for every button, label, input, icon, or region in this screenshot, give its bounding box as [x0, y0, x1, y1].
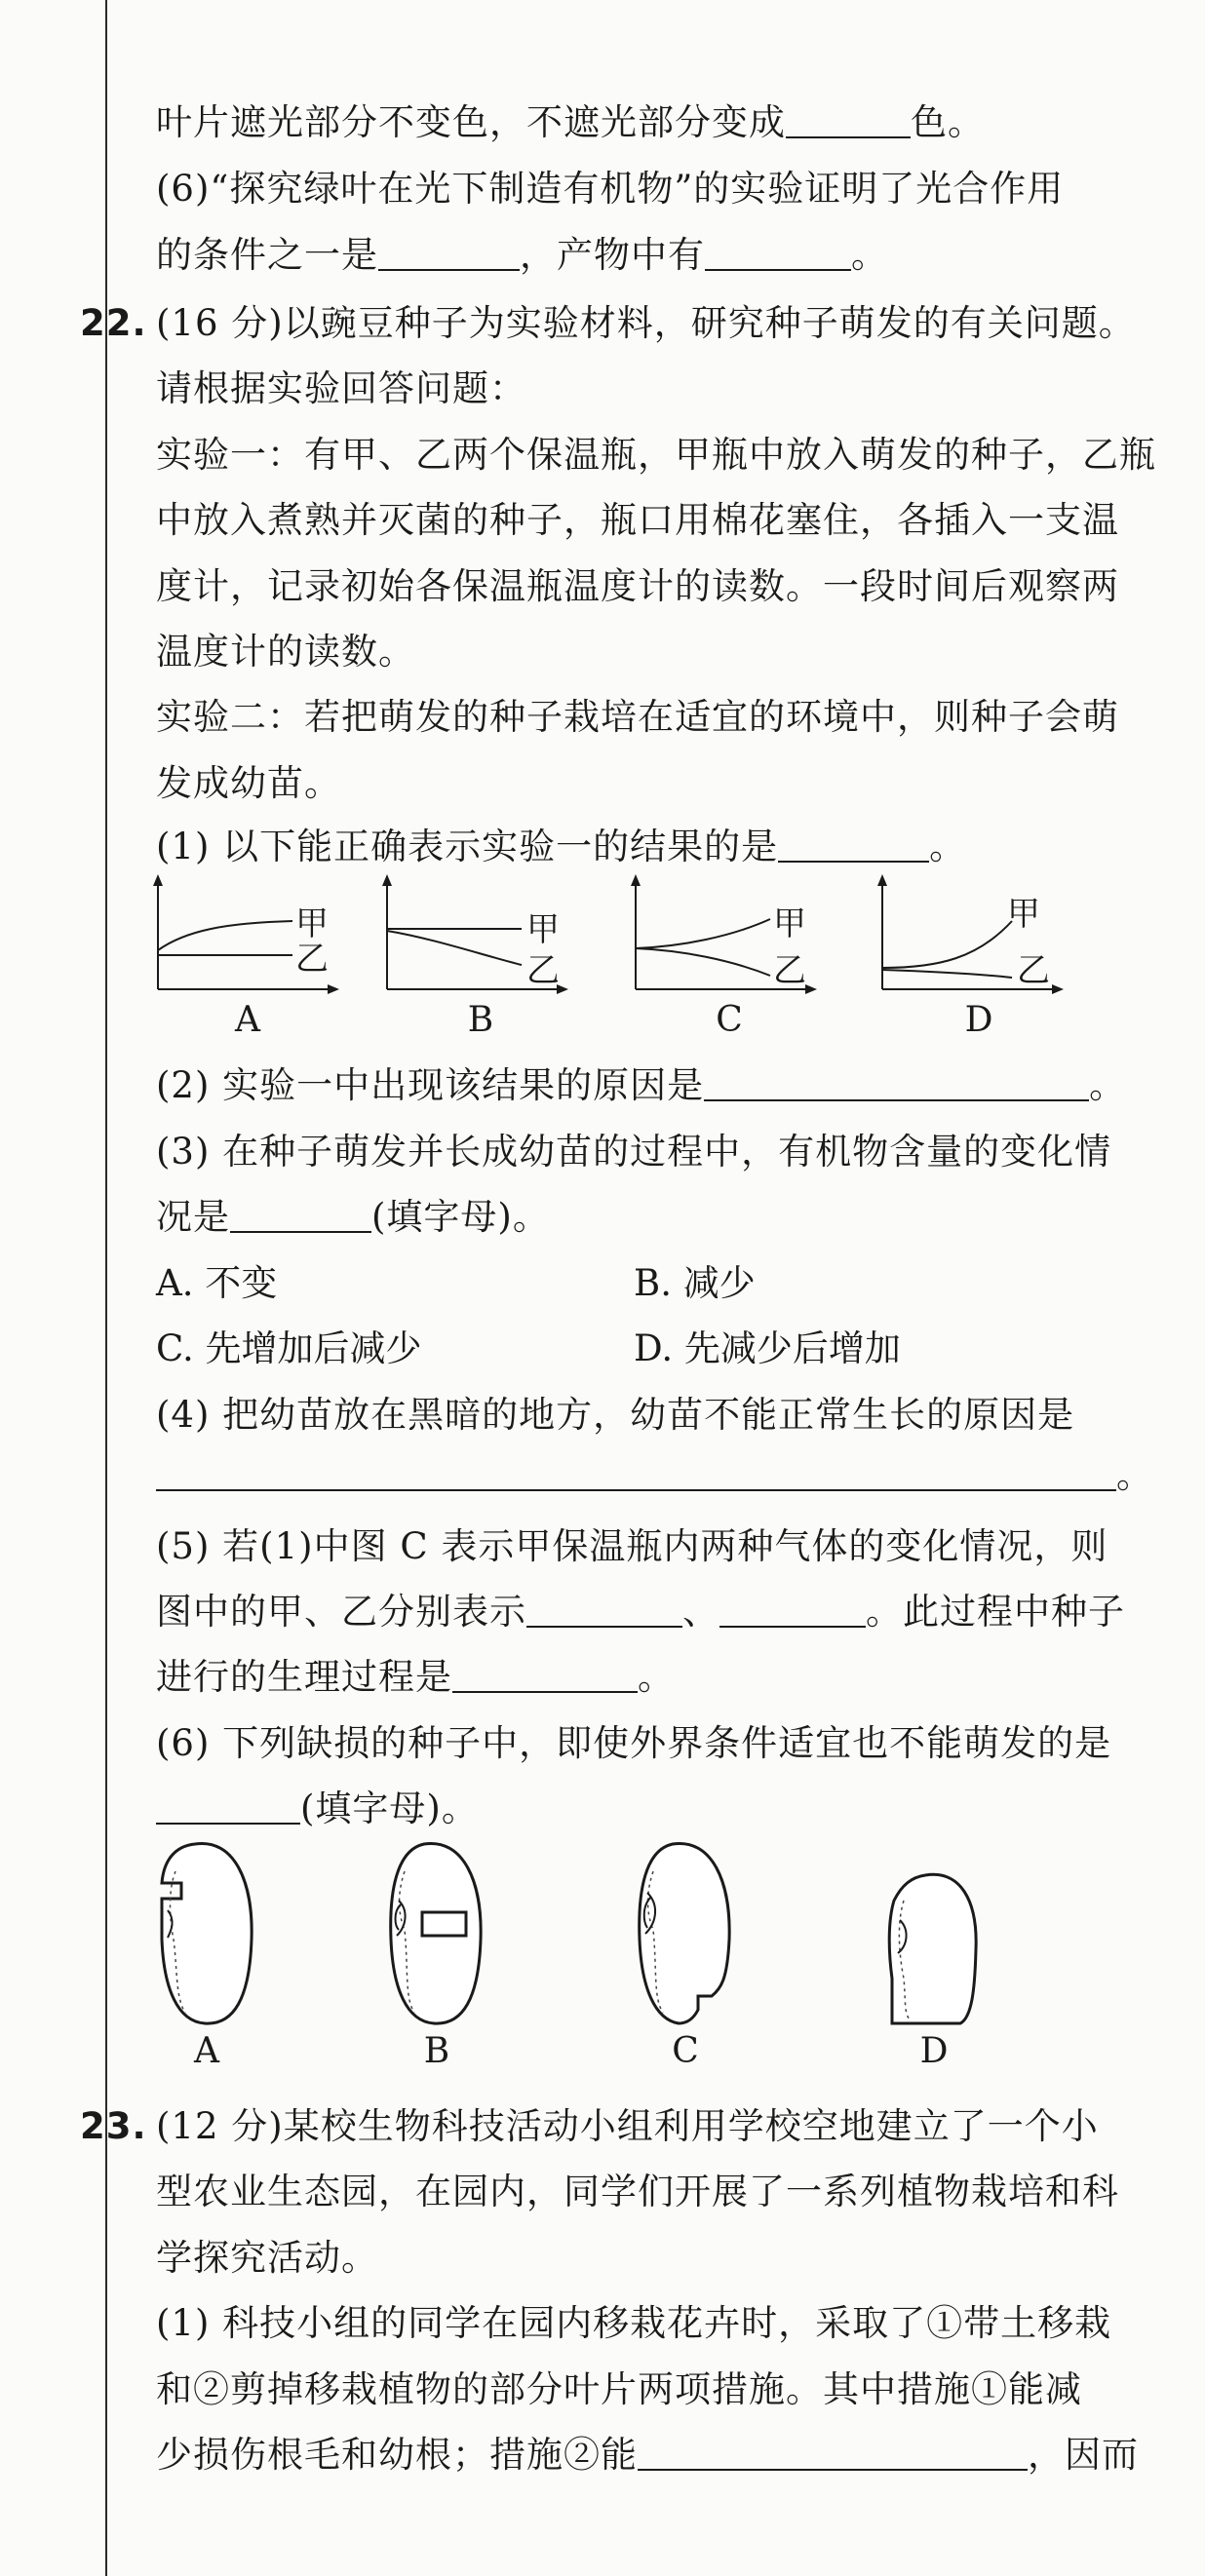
text-line: 实验一：有甲、乙两个保温瓶，甲瓶中放入萌发的种子，乙瓶 [156, 434, 1156, 476]
text: 。 [851, 234, 888, 276]
answer-blank[interactable] [230, 1194, 371, 1233]
text-line: (5) 若(1)中图 C 表示甲保温瓶内两种气体的变化情况，则 [156, 1525, 1108, 1567]
text: 少损伤根毛和幼根；措施②能 [156, 2434, 638, 2476]
option-b[interactable]: B. 减少 [634, 1262, 756, 1304]
text: (2) 实验一中出现该结果的原因是 [156, 1064, 705, 1106]
text-line [156, 1654, 675, 1701]
text: 。 [1116, 1454, 1153, 1496]
text: 。 [929, 826, 967, 867]
text-line: 温度计的读数。 [156, 631, 415, 673]
text-line: (3) 在种子萌发并长成幼苗的过程中，有机物含量的变化情 [156, 1131, 1112, 1173]
text-line: (6) 下列缺损的种子中，即使外界条件适宜也不能萌发的是 [156, 1722, 1112, 1764]
text-line: (6)“探究绿叶在光下制造有机物”的实验证明了光合作用 [156, 168, 1065, 210]
text-line: 度计，记录初始各保温瓶温度计的读数。一段时间后观察两 [156, 565, 1119, 607]
question-number: 23. [80, 2105, 147, 2147]
option-c[interactable]: C. 先增加后减少 [156, 1327, 422, 1369]
answer-blank[interactable] [786, 99, 911, 138]
text: (填字母)。 [371, 1196, 550, 1238]
answer-blank[interactable] [452, 1654, 638, 1693]
answer-blank[interactable] [526, 1589, 682, 1628]
seed-label: D [919, 2031, 949, 2071]
seed-d-image [882, 1832, 990, 2032]
text-line: 实验二：若把萌发的种子栽培在适宜的环境中，则种子会萌 [156, 696, 1119, 738]
graph-label: B [467, 1000, 494, 1040]
text: 色。 [911, 101, 985, 143]
text: (1) 以下能正确表示实验一的结果的是 [156, 826, 779, 867]
text-line [156, 1786, 479, 1832]
question-number: 22. [80, 302, 147, 344]
text-line [156, 1062, 1126, 1109]
text-line [156, 1194, 550, 1241]
text-line: (16 分)以豌豆种子为实验材料，研究种子萌发的有关问题。 [156, 302, 1136, 344]
text: 。 [1089, 1064, 1127, 1106]
seed-label: C [672, 2031, 699, 2071]
graph-label: C [716, 1000, 743, 1040]
curve-label-jia: 甲 [1007, 895, 1041, 934]
text: 。此过程中种子 [866, 1591, 1125, 1633]
text: 、 [682, 1591, 719, 1633]
text-line [156, 2432, 1139, 2479]
curve-label-yi: 乙 [295, 940, 330, 979]
text-line: (1) 科技小组的同学在园内移栽花卉时，采取了①带土移栽 [156, 2302, 1112, 2344]
text: 。 [638, 1656, 675, 1698]
seed-a-image [156, 1832, 263, 2032]
answer-blank[interactable] [156, 1452, 1116, 1491]
option-a[interactable]: A. 不变 [156, 1262, 278, 1304]
text: 图中的甲、乙分别表示 [156, 1591, 526, 1633]
text: ，产物中有 [520, 234, 705, 276]
curve-label-jia: 甲 [526, 910, 561, 949]
graph-label: D [964, 1000, 993, 1040]
curve-label-yi: 乙 [1017, 951, 1051, 990]
text-line: 学探究活动。 [156, 2237, 378, 2279]
option-d[interactable]: D. 先减少后增加 [634, 1327, 901, 1369]
graph-label: A [235, 1000, 260, 1040]
text: 况是 [156, 1196, 230, 1238]
text: 叶片遮光部分不变色，不遮光部分变成 [156, 101, 786, 143]
text-line: 型农业生态园，在园内，同学们开展了一系列植物栽培和科 [156, 2171, 1119, 2212]
curve-label-jia: 甲 [295, 904, 330, 943]
curve-label-yi: 乙 [773, 951, 807, 990]
curve-label-jia: 甲 [773, 904, 807, 943]
curve-label-yi: 乙 [526, 951, 561, 990]
text-line: 和②剪掉移栽植物的部分叶片两项措施。其中措施①能减 [156, 2368, 1082, 2410]
text-line [156, 99, 985, 146]
answer-blank[interactable] [156, 1786, 300, 1825]
seed-b-image [385, 1832, 492, 2032]
text: 进行的生理过程是 [156, 1656, 452, 1698]
text-line [156, 824, 966, 870]
seed-label: A [194, 2031, 219, 2071]
text: 的条件之一是 [156, 234, 378, 276]
seed-label: B [423, 2031, 450, 2071]
text: (填字母)。 [300, 1788, 479, 1829]
text-line: 请根据实验回答问题： [156, 367, 526, 409]
answer-blank[interactable] [638, 2432, 1028, 2471]
answer-blank[interactable] [378, 232, 520, 271]
text-line: (4) 把幼苗放在黑暗的地方，幼苗不能正常生长的原因是 [156, 1394, 1075, 1436]
text-line [156, 232, 888, 279]
answer-blank[interactable] [705, 232, 851, 271]
text-line [156, 1452, 1153, 1499]
text: ，因而 [1028, 2434, 1139, 2476]
answer-blank[interactable] [778, 824, 929, 863]
text-line: 发成幼苗。 [156, 762, 341, 804]
seed-c-image [634, 1832, 741, 2032]
answer-blank[interactable] [704, 1062, 1089, 1101]
answer-blank[interactable] [719, 1589, 866, 1628]
margin-line [105, 0, 107, 2576]
text-line [156, 1589, 1125, 1635]
text-line: 中放入煮熟并灭菌的种子，瓶口用棉花塞住，各插入一支温 [156, 499, 1119, 541]
text-line: (12 分)某校生物科技活动小组利用学校空地建立了一个小 [156, 2105, 1099, 2147]
